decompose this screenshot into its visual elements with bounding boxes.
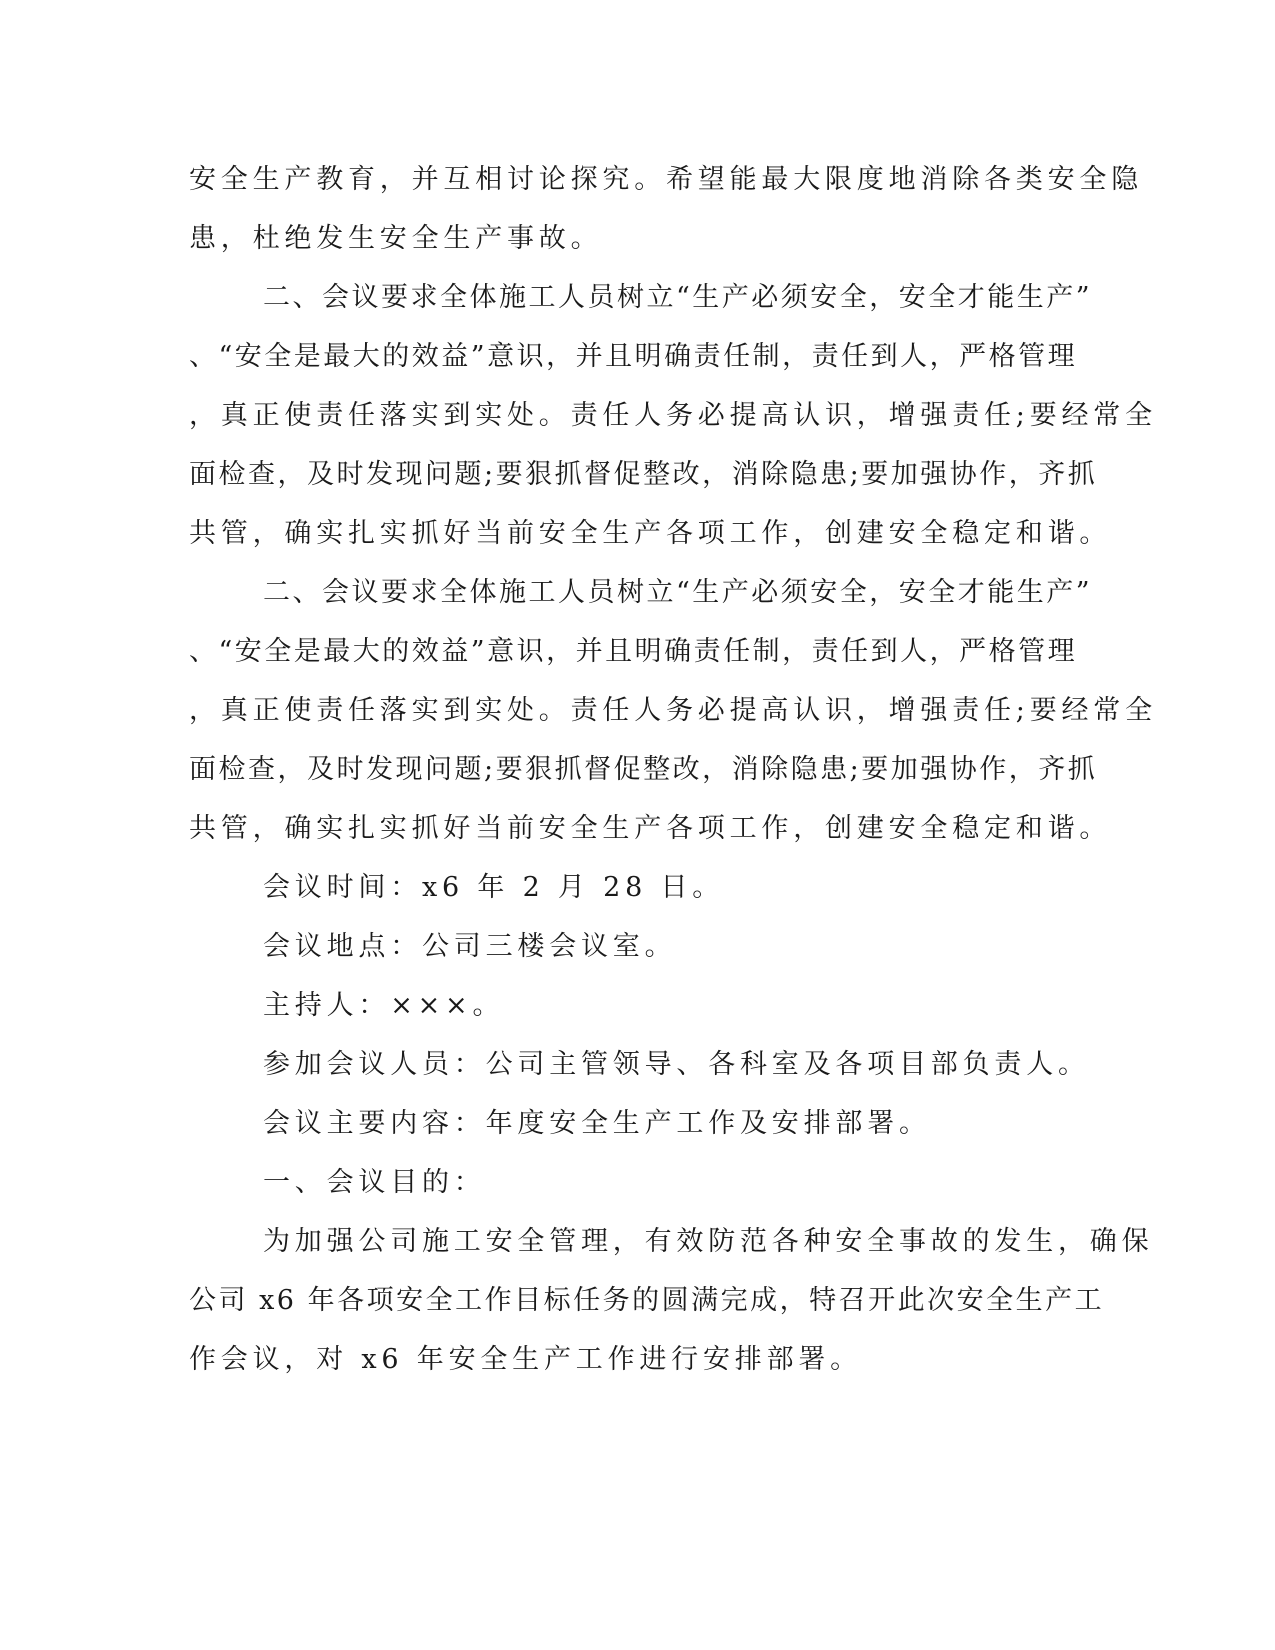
paragraph-line: 、“安全是最大的效益”意识，并且明确责任制，责任到人，严格管理 bbox=[189, 636, 1078, 667]
meeting-host: 主持人：×××。 bbox=[263, 990, 505, 1021]
paragraph-line: 共管，确实扎实抓好当前安全生产各项工作，创建安全稳定和谐。 bbox=[189, 518, 1112, 549]
section-heading: 一、会议目的： bbox=[263, 1167, 486, 1198]
paragraph-line: 面检查，及时发现问题;要狠抓督促整改，消除隐患;要加强协作，齐抓 bbox=[189, 459, 1098, 490]
meeting-time: 会议时间：x6 年 2 月 28 日。 bbox=[263, 872, 725, 903]
paragraph-line: ，真正使责任落实到实处。责任人务必提高认识，增强责任;要经常全 bbox=[189, 695, 1157, 726]
paragraph-line: 、“安全是最大的效益”意识，并且明确责任制，责任到人，严格管理 bbox=[189, 341, 1078, 372]
paragraph-line: 公司 x6 年各项安全工作目标任务的圆满完成，特召开此次安全生产工 bbox=[189, 1285, 1105, 1316]
paragraph-line: 安全生产教育，并互相讨论探究。希望能最大限度地消除各类安全隐 bbox=[189, 164, 1143, 195]
paragraph-line: 为加强公司施工安全管理，有效防范各种安全事故的发生，确保 bbox=[263, 1226, 1154, 1257]
paragraph-line: ，真正使责任落实到实处。责任人务必提高认识，增强责任;要经常全 bbox=[189, 400, 1157, 431]
meeting-attendees: 参加会议人员：公司主管领导、各科室及各项目部负责人。 bbox=[263, 1049, 1090, 1080]
paragraph-line: 二、会议要求全体施工人员树立“生产必须安全，安全才能生产” bbox=[263, 577, 1093, 608]
meeting-place: 会议地点：公司三楼会议室。 bbox=[263, 931, 677, 962]
paragraph-line: 二、会议要求全体施工人员树立“生产必须安全，安全才能生产” bbox=[263, 282, 1093, 313]
meeting-main-content: 会议主要内容：年度安全生产工作及安排部署。 bbox=[263, 1108, 931, 1139]
paragraph-line: 面检查，及时发现问题;要狠抓督促整改，消除隐患;要加强协作，齐抓 bbox=[189, 754, 1098, 785]
paragraph-line: 作会议，对 x6 年安全生产工作进行安排部署。 bbox=[189, 1344, 862, 1375]
paragraph-line: 患，杜绝发生安全生产事故。 bbox=[189, 223, 603, 254]
paragraph-line: 共管，确实扎实抓好当前安全生产各项工作，创建安全稳定和谐。 bbox=[189, 813, 1112, 844]
